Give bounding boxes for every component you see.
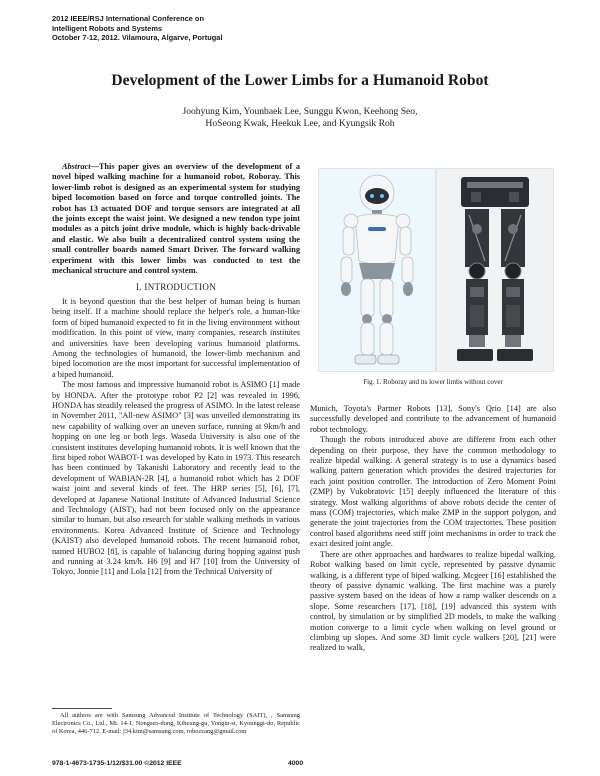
- footnote-text: All authors are with Samsung Advanced Institute of Technology (SAIT), , Samsung Electronics Co., Ltd., Mt. 14-1, Nongseo-dong, Kiheung-gu, Yongin-si, Kyounggi-do, Republic of Korea, 446-712. E-mail: j34.kim@samsung.com, robozzang@gmail.com: [52, 712, 300, 735]
- conference-line: October 7-12, 2012. Vilamoura, Algarve, Portugal: [52, 33, 223, 43]
- footnote: [52, 712, 300, 736]
- ankle-joint-right: [505, 335, 521, 347]
- section-heading: I. INTRODUCTION: [136, 282, 216, 293]
- conference-line: 2012 IEEE/RSJ International Conference on: [52, 14, 204, 23]
- author-line: Joohyung Kim, Younbaek Lee, Sunggu Kwon, Keehong Seo,: [182, 106, 418, 117]
- robot-shin-left: [361, 323, 374, 355]
- right-column: [310, 404, 556, 654]
- robot-hand-right: [403, 282, 413, 296]
- paper-title: Development of the Lower Limbs for a Humanoid Robot: [111, 72, 489, 89]
- robot-torso: [355, 214, 399, 264]
- thigh-pulley-left: [472, 224, 482, 234]
- figure-caption: Fig. 1. Roboray and its lower limbs without cover: [363, 378, 503, 386]
- hip-actuator-left: [471, 192, 481, 202]
- robot-upper-arm-left: [343, 227, 354, 255]
- author-line: HoSeong Kwak, Heekuk Lee, and Kyungsik Roh: [205, 118, 395, 130]
- left-column: [52, 162, 300, 578]
- author-list: [0, 106, 600, 131]
- body-paragraph: There are other approaches and hardwares to realize bipedal walking. Robot walking based on limit cycle, represented by passive dynamic walking, is a different type of biped walking. Mcgeer [16] established the theory of passive dynamic walking. The first machine was a purely passive system based on the ideas of how a ramp walker descends on a slope. Some researchers [17], [18], [19] advanced this system with control, by simulation or by simplified 2D models, to make the walking motion converge to a limit cycle when walking on level ground or climbing up slopes. And some 3D limit cycle walkers [20], [21] were realized to walk,: [310, 549, 556, 653]
- robot-chest-logo: [368, 227, 386, 231]
- robot-photo-panel: [318, 168, 436, 372]
- foot-right: [497, 349, 533, 361]
- robot-shoulder-right: [396, 214, 410, 228]
- robot-thigh-left: [361, 279, 374, 317]
- body-paragraph: It is beyond question that the best helper of human being is human being itself. If a machine should replace the helper's role, a human-like form of biped humanoid expected to fit in the living environment without modification. In this point of view, many companies, research institutes and universities have been developing various humanoid platforms. Among the technologies of humanoid, the lower-limb mechanism and biped locomotion are the most important for successful implementation of a biped humanoid.: [52, 296, 300, 379]
- robot-shin-right: [380, 323, 393, 355]
- robot-foot-right: [378, 355, 399, 364]
- robot-upper-arm-right: [400, 227, 411, 255]
- body-paragraph: The most famous and impressive humanoid robot is ASIMO [1] made by HONDA. After the prototype robot P2 [2] was revealed in 1996, HONDA has steadily released the progress of ASIMO. In the latest release in November 2011, "All-new ASIMO" [3] was unveiled demonstrating its new capability of walking over an uneven surface, running at 9km/h and hopping on one leg or both legs. Waseda University is also one of the consistent institutes developing humanoid robots. It is well known that the first biped robot WABOT-1 was developed by Kato in 1973. This research has been continued by Takanishi Laboratory and recently lead to the development of WABIAN-2R [4], a humanoid robot which has 2 DOF waist joint and several kinds of feet. The HRP series [5], [6], [7], developed at Japanese National Institute of Advanced Industrial Science and Technology (AIST), had not been focused only on the appearance similar to human, but also research for stable walking methods in various environments. Korea Advanced Institute of Science and Technology (KAIST) also developed humanoid robots. The recent humanoid robot, named HUBO2 [8], is capable of balancing during hopping against push and running at 3.24 km/h. H6 [9] and H7 [10] from the University of Tokyo, Jonnie [11] and Lola [12] from the Technical University of: [52, 380, 300, 577]
- conference-header: [52, 14, 222, 43]
- lower-limbs-illustration: [437, 169, 553, 371]
- page-number: 4000: [288, 760, 304, 767]
- robot-eye-right: [380, 194, 384, 198]
- lower-limbs-photo-panel: [436, 168, 554, 372]
- abstract: [52, 162, 300, 276]
- shin-actuator-left: [470, 305, 484, 327]
- footnote-divider: [52, 708, 112, 709]
- figure-1: [318, 168, 554, 372]
- knee-joint-right: [505, 263, 521, 279]
- shin-board-left: [470, 287, 484, 297]
- robot-thigh-right: [380, 279, 393, 317]
- robot-shoulder-left: [344, 214, 358, 228]
- ankle-joint-left: [469, 335, 485, 347]
- conference-line: Intelligent Robots and Systems: [52, 23, 163, 33]
- robot-forearm-right: [402, 257, 413, 283]
- robot-visor: [365, 188, 389, 204]
- robot-foot-left: [355, 355, 376, 364]
- robot-hand-left: [341, 282, 351, 296]
- hip-actuator-right: [509, 192, 519, 202]
- pelvis-plate: [467, 182, 523, 188]
- isbn-line: 978-1-4673-1735-1/12/$31.00 ©2012 IEEE: [52, 760, 182, 767]
- robot-knee-right: [382, 314, 392, 324]
- foot-left: [457, 349, 493, 361]
- shin-board-right: [506, 287, 520, 297]
- shin-actuator-right: [506, 305, 520, 327]
- abstract-text: —This paper gives an overview of the development of a novel biped walking machine for a humanoid robot, Roboray. This lower-limb robot is designed as an experimental system for studying biped locomotion based on force and torque controlled joints. The robot has 13 actuated DOF and torque sensors are integrated at all the joints except the waist joint. We designed a new tendon type joint modules as a pitch joint drive module, which is highly back-drivable and elastic. We also built a decentralized control system using the small controller boards named Smart Driver. The forward walking experiment with this lower limbs was conducted to test the mechanical structure and control system.: [52, 162, 300, 276]
- body-paragraph: Though the robots introduced above are different from each other depending on their purpose, they have the common methodology to realize bipedal walking. A general strategy is to use a dynamics based walking pattern generation which provides the desired trajectories for each joint position controller. The introduction of Zero Moment Point (ZMP) by Vukobratovic [15] deeply influenced the literature of this strategy. Most walking algorithms of above robots decide the center of mass (COM) trajectories, which make ZMP in the support polygon, and generate the joint trajectories from the COM trajectories. These position control based algorithms need stiff joint mechanisms in order to track the exact desired joint angle.: [310, 435, 556, 549]
- robot-forearm-left: [341, 257, 352, 283]
- abstract-label: Abstract: [62, 162, 91, 171]
- robot-hip: [359, 263, 395, 279]
- thigh-pulley-right: [508, 224, 518, 234]
- robot-illustration: [319, 169, 435, 371]
- knee-joint-left: [469, 263, 485, 279]
- body-paragraph: Munich, Toyota's Partner Robots [13], Sony's Qrio [14] are also successfully developed and contribute to the advancement of humanoid robot technology.: [310, 404, 556, 434]
- robot-knee-left: [362, 314, 372, 324]
- robot-eye-left: [370, 194, 374, 198]
